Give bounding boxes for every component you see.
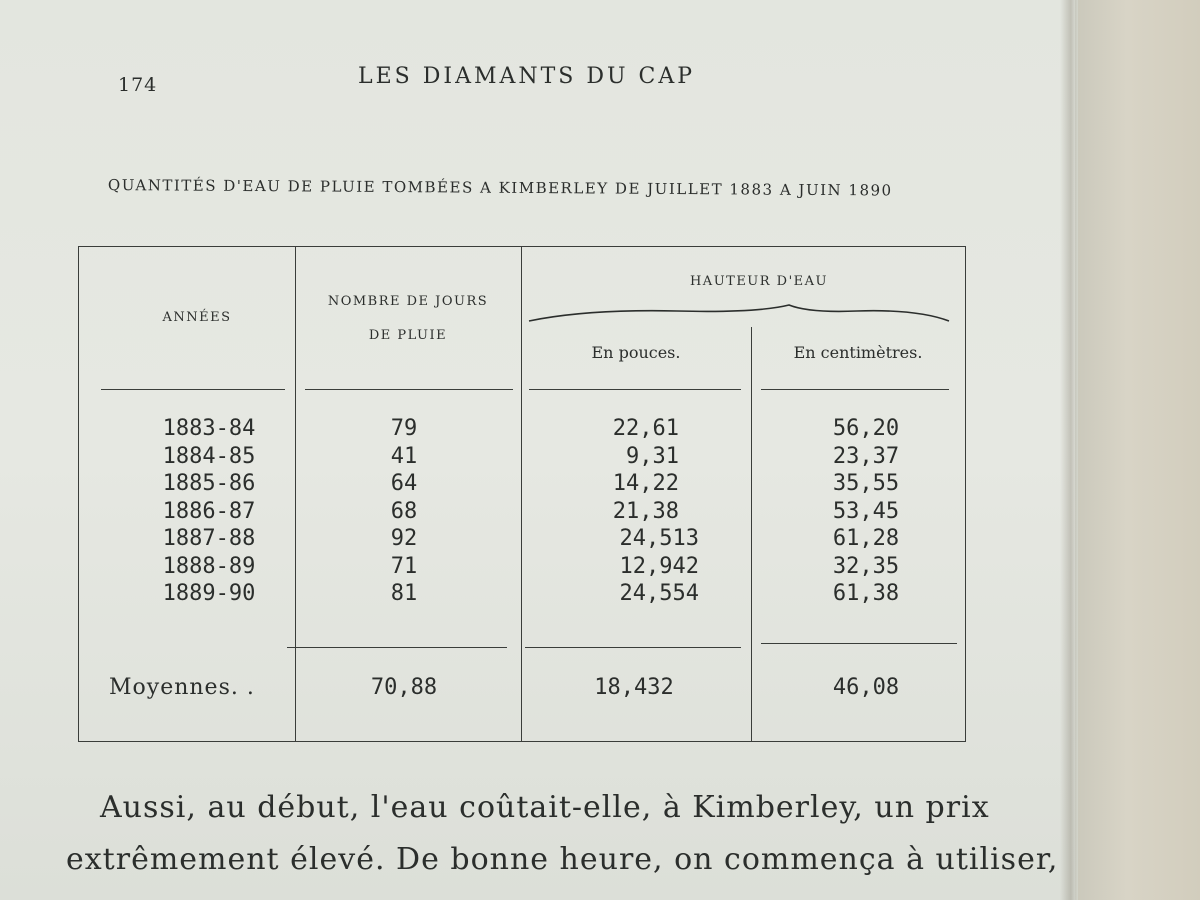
cell-days: 68 <box>390 498 418 524</box>
facing-page-edge <box>1078 0 1200 900</box>
total-rule-inches <box>525 647 741 648</box>
cell-cm: 53,45 <box>832 498 900 524</box>
body-text-line-2: extrêmement élevé. De bonne heure, on commença à utiliser, <box>66 842 1059 877</box>
averages-label: Moyennes. . <box>109 675 255 700</box>
cell-days: 41 <box>390 443 418 469</box>
cell-days: 81 <box>390 581 418 606</box>
cell-year: 1886-87 <box>162 498 256 524</box>
cell-cm: 32,35 <box>832 553 900 579</box>
cell-cm: 56,20 <box>832 416 900 441</box>
cell-days: 71 <box>390 553 418 579</box>
cell-year: 1887-88 <box>162 526 256 551</box>
cell-days: 64 <box>390 471 418 496</box>
cell-inches: 24,513 <box>619 526 699 551</box>
header-years: ANNÉES <box>162 310 232 325</box>
cell-year: 1885-86 <box>162 471 256 496</box>
average-cm: 46,08 <box>832 675 900 700</box>
cell-cm: 35,55 <box>832 471 900 496</box>
cell-year: 1889-90 <box>162 581 256 606</box>
header-brace <box>527 301 951 323</box>
header-rule-inches <box>529 389 741 390</box>
total-rule-cm <box>761 643 957 644</box>
book-spine-shadow <box>1060 0 1078 900</box>
header-water-height: HAUTEUR D'EAU <box>689 274 829 289</box>
cell-year: 1884-85 <box>162 443 256 469</box>
cell-year: 1883-84 <box>162 416 256 441</box>
cell-inches: 22,61 <box>612 416 679 441</box>
page-number: 174 <box>118 74 158 96</box>
column-inches <box>569 415 719 608</box>
header-inches: En pouces. <box>591 343 681 362</box>
cell-inches: 9,31 <box>626 443 679 469</box>
header-centimeters: En centimètres. <box>793 343 923 362</box>
cell-inches: 12,942 <box>619 553 699 579</box>
running-title: LES DIAMANTS DU CAP <box>358 64 696 89</box>
cell-days: 92 <box>390 526 418 551</box>
cell-cm: 61,28 <box>832 526 900 551</box>
total-rule-days <box>287 647 507 648</box>
average-inches: 18,432 <box>594 675 674 700</box>
cell-year: 1888-89 <box>162 553 256 579</box>
column-years <box>119 415 299 608</box>
header-rule-years <box>101 389 285 390</box>
header-rule-cm <box>761 389 949 390</box>
cell-days: 79 <box>390 416 418 441</box>
cell-inches: 21,38 <box>612 498 679 524</box>
cell-inches: 14,22 <box>612 471 679 496</box>
table-caption: QUANTITÉS D'EAU DE PLUIE TOMBÉES A KIMBERLEY DE JUILLET 1883 A JUIN 1890 <box>107 176 893 200</box>
column-rule-3 <box>751 327 752 741</box>
column-centimeters <box>791 415 941 608</box>
average-days: 70,88 <box>370 675 438 700</box>
rainfall-table <box>78 246 966 742</box>
header-rain-days-line2: DE PLUIE <box>368 328 448 343</box>
column-rain-days <box>339 415 469 608</box>
cell-cm: 61,38 <box>832 581 900 606</box>
body-text-line-1: Aussi, au début, l'eau coûtait-elle, à Kimberley, un prix <box>100 790 990 825</box>
header-rule-days <box>305 389 513 390</box>
cell-inches: 24,554 <box>619 581 699 606</box>
column-rule-2 <box>521 247 522 741</box>
header-rain-days-line1: NOMBRE DE JOURS <box>327 294 489 309</box>
cell-cm: 23,37 <box>832 443 900 469</box>
